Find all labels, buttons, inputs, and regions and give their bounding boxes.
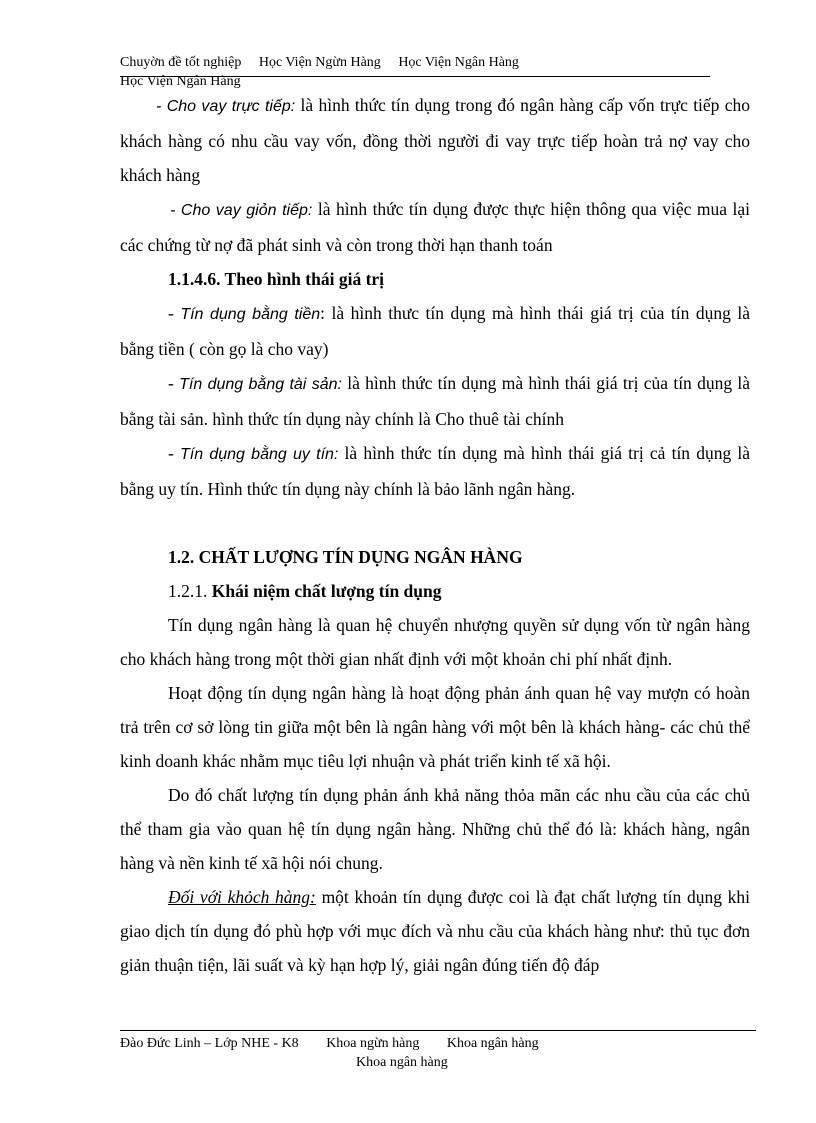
paragraph-credit-reputation: - Tín dụng bằng uy tín: là hình thức tín dụng mà hình thái giá trị cả tín dụng là bằng uy tín. Hình thức tín dụng này chính là bảo lãnh ngân hàng. (120, 443, 751, 499)
paragraph-direct-lending: - Cho vay trực tiếp: là hình thức tín dụng trong đó ngân hàng cấp vốn trực tiếp cho khách hàng có nhu cầu vay vốn, đồng thời người đi vay trực tiếp hoàn trả nợ vay cho khách hàng (120, 95, 751, 185)
page-header (120, 53, 710, 73)
paragraph-for-customers: Đối với khỏch hàng: một khoản tín dụng được coi là đạt chất lượng tín dụng khi giao dịch tín dụng đó phù hợp với mục đích và nhu cầu của khách hàng như: thủ tục đơn giản thuận tiện, lãi suất và kỳ hạn hợp lý, giải ngân đúng tiến độ đáp (120, 887, 750, 975)
footer-faculty: Khoa ngừn hàng (326, 1036, 420, 1051)
page-body (120, 88, 750, 982)
page-footer (120, 1034, 756, 1072)
section-heading-1-2: 1.2. CHẤT LƯỢNG TÍN DỤNG NGÂN HÀNG (168, 547, 523, 567)
section-heading-1-2-1: 1.2.1. Khái niệm chất lượng tín dụng (168, 581, 442, 601)
footer-faculty-line2: Khoa ngân hàng (356, 1055, 448, 1070)
paragraph-credit-assets: - Tín dụng bằng tài sản: là hình thức tín dụng mà hình thái giá trị của tín dụng là bằng tài sản. hình thức tín dụng này chính là Cho thuê tài chính (120, 373, 750, 429)
paragraph-credit-quality: Do đó chất lượng tín dụng phản ánh khả năng thỏa mãn các nhu cầu của các chủ thể tham gia vào quan hệ tín dụng ngân hàng. Những chủ thể đó là: khách hàng, ngân hàng và nền kinh tế xã hội nói chung. (120, 785, 750, 873)
header-doc-type: Chuyờn đề tốt nghiệp (120, 55, 242, 70)
header-institution-line2: Học Viện Ngân Hàng (120, 74, 241, 89)
paragraph-credit-activity: Hoạt động tín dụng ngân hàng là hoạt động phản ánh quan hệ vay mượn có hoàn trả trên cơ sở lòng tin giữa một bên là ngân hàng với một bên là khách hàng- các chủ thể kinh doanh khác nhằm mục tiêu lợi nhuận và phát triển kinh tế xã hội. (120, 683, 750, 771)
term-credit-reputation: Tín dụng bằng uy tín: (180, 446, 339, 463)
header-institution: Học Viện Ngừn Hàng (258, 55, 381, 70)
footer-faculty-2: Khoa ngân hàng (446, 1036, 539, 1051)
footer-author: Đào Đức Linh – Lớp NHE - K8 (120, 1036, 299, 1051)
paragraph-credit-definition: Tín dụng ngân hàng là quan hệ chuyển nhượng quyền sử dụng vốn từ ngân hàng cho khách hàng trong một thời gian nhất định với một khoản chi phí nhất định. (120, 615, 750, 669)
section-heading-1-1-4-6: 1.1.4.6. Theo hình thái giá trị (168, 269, 385, 289)
term-indirect-lending: - Cho vay giỏn tiếp: (170, 202, 313, 219)
paragraph-credit-money: - Tín dụng bằng tiền: là hình thưc tín dụng mà hình thái giá trị của tín dụng là bằng tiền ( còn gọ là cho vay) (120, 303, 751, 359)
term-for-customers: Đối với khỏch hàng: (168, 887, 316, 907)
header-institution-2: Học Viện Ngân Hàng (398, 55, 519, 70)
paragraph-indirect-lending: - Cho vay giỏn tiếp: là hình thức tín dụng được thực hiện thông qua việc mua lại các chứng từ nợ đã phát sinh và còn trong thời hạn thanh toán (120, 199, 750, 255)
footer-divider (120, 1030, 756, 1031)
term-credit-assets: Tín dụng bằng tài sản: (179, 376, 342, 393)
term-direct-lending: - Cho vay trực tiếp: (156, 98, 296, 115)
term-credit-money: Tín dụng bằng tiền (180, 306, 321, 323)
